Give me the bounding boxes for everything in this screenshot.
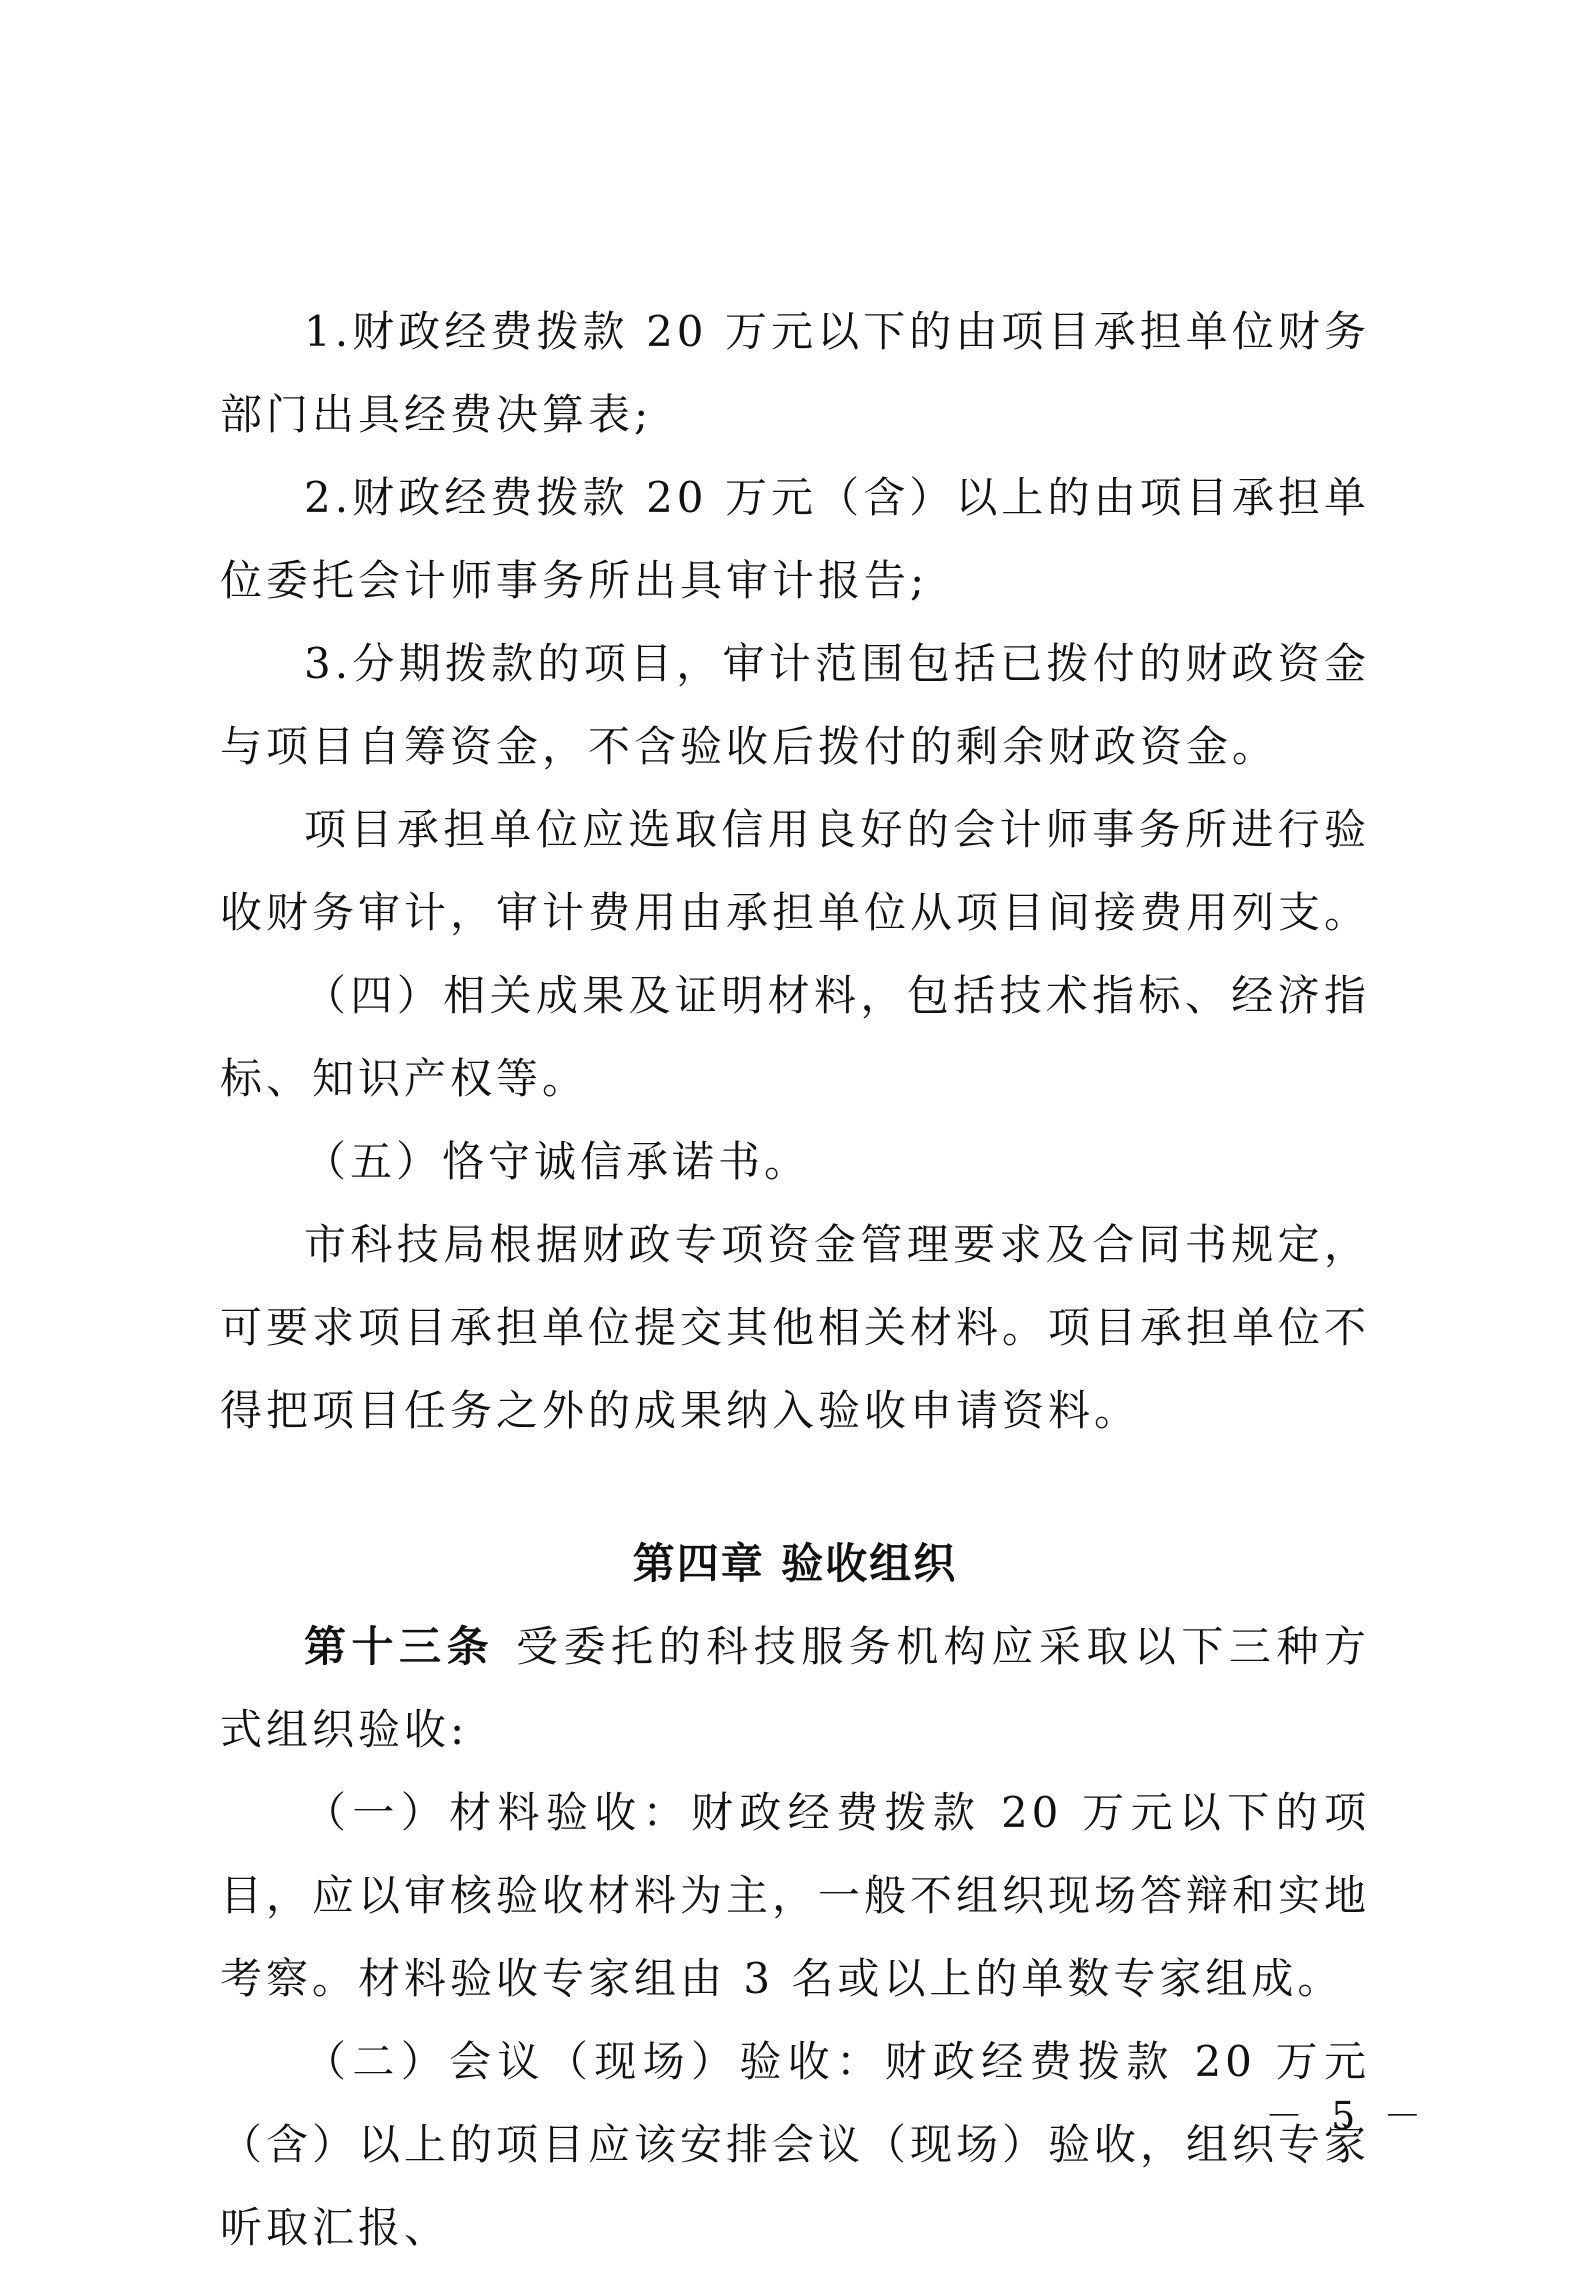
paragraph-item-five: （五）恪守诚信承诺书。 <box>304 1137 811 1186</box>
document-body <box>220 290 1370 2269</box>
article-label: 第十三条 <box>304 1622 495 1671</box>
paragraph-item-3: 3.分期拨款的项目，审计范围包括已拨付的财政资金与项目自筹资金，不含验收后拨付的剩余财政资金。 <box>220 639 1370 771</box>
page-number: － 5 － <box>1265 2094 1430 2138</box>
paragraph-meeting-acceptance: （二）会议（现场）验收：财政经费拨款 20 万元（含）以上的项目应该安排会议（现场）验收，组织专家听取汇报、 <box>220 2037 1371 2252</box>
paragraph-audit-firm: 项目承担单位应选取信用良好的会计师事务所进行验收财务审计，审计费用由承担单位从项目间接费用列支。 <box>220 805 1371 937</box>
paragraph-item-four: （四）相关成果及证明材料，包括技术指标、经济指标、知识产权等。 <box>220 971 1370 1103</box>
paragraph-material-acceptance: （一）材料验收：财政经费拨款 20 万元以下的项目，应以审核验收材料为主，一般不组织现场答辩和实地考察。材料验收专家组由 3 名或以上的单数专家组成。 <box>220 1788 1371 2003</box>
paragraph-additional-materials: 市科技局根据财政专项资金管理要求及合同书规定，可要求项目承担单位提交其他相关材料。项目承担单位不得把项目任务之外的成果纳入验收申请资料。 <box>220 1220 1371 1435</box>
article-text: 受委托的科技服务机构应采取以下三种方式组织验收: <box>220 1622 1370 1754</box>
paragraph-item-1: 1.财政经费拨款 20 万元以下的由项目承担单位财务部门出具经费决算表; <box>220 307 1370 439</box>
chapter-heading: 第四章 验收组织 <box>632 1539 958 1588</box>
paragraph-item-2: 2.财政经费拨款 20 万元（含）以上的由项目承担单位委托会计师事务所出具审计报告; <box>220 473 1370 605</box>
article-13 <box>220 1605 1370 1771</box>
